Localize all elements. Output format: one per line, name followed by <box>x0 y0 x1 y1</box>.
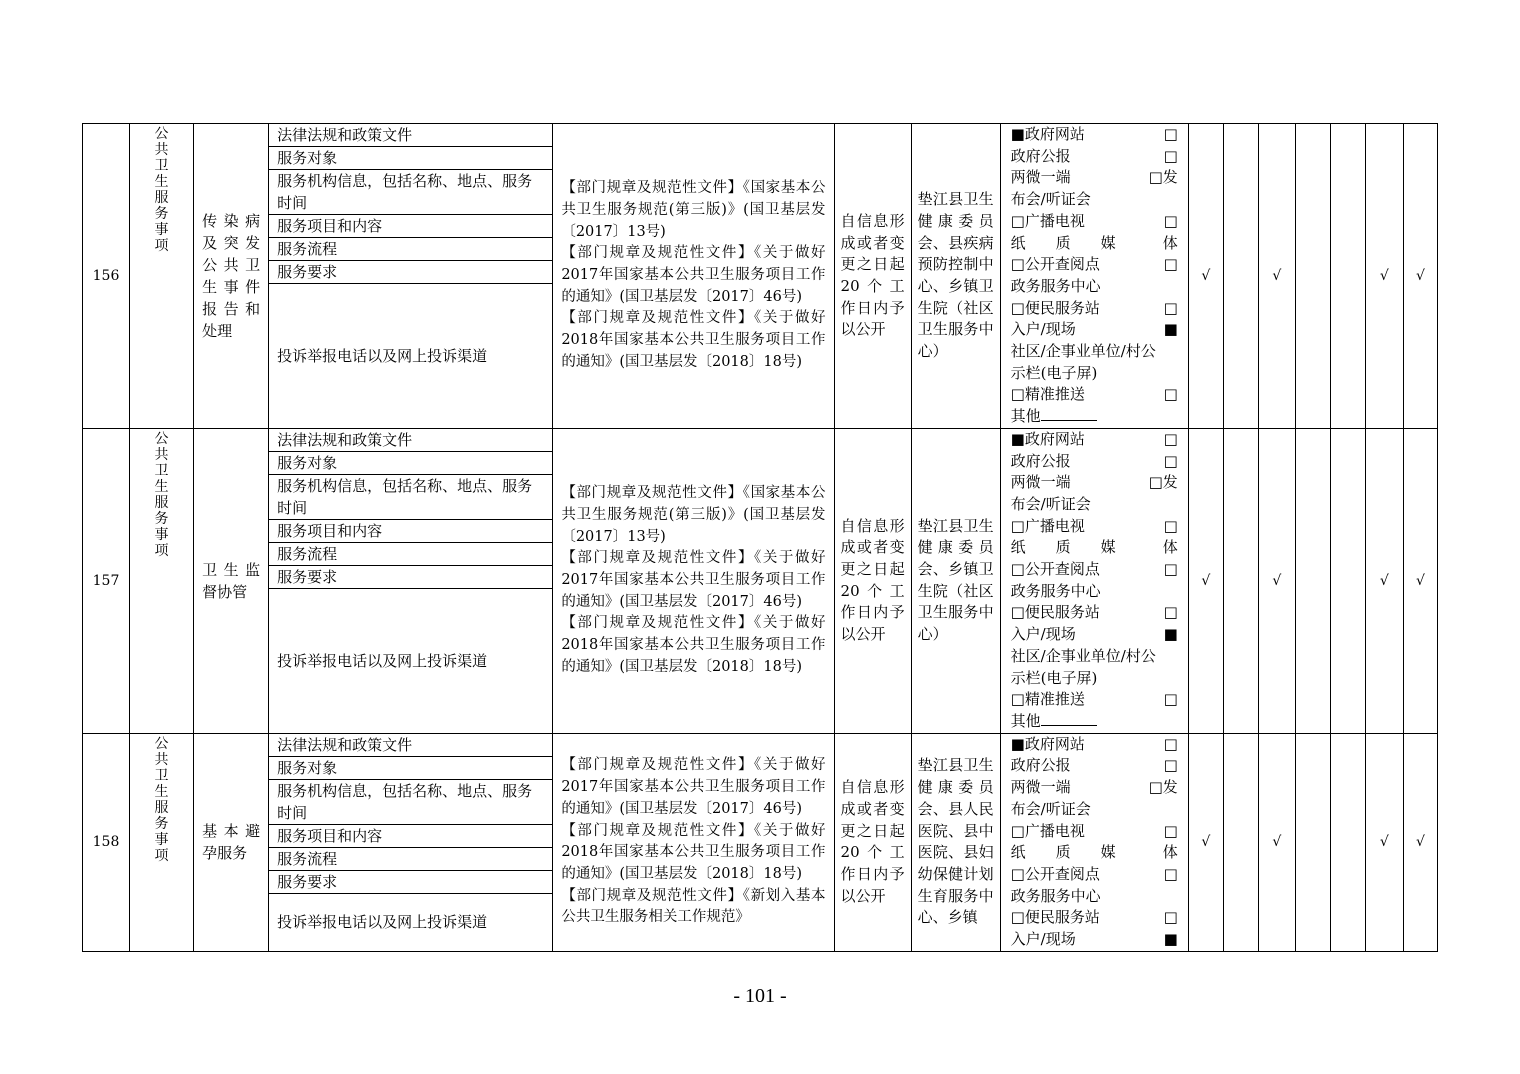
check-mark: √ <box>1258 124 1295 429</box>
content-item: 服务要求 <box>269 261 552 284</box>
content-row <box>269 215 552 238</box>
channel-line <box>1011 384 1178 406</box>
channel-line <box>1011 167 1178 189</box>
channel-line <box>1011 689 1178 711</box>
category-cell <box>130 124 194 429</box>
channel-line <box>1011 211 1178 233</box>
category-text: 公共卫生服务事项 <box>154 430 169 559</box>
time-limit: 自信息形成或者变更之日起20个工作日内予以公开 <box>834 733 911 951</box>
content-row <box>269 848 552 871</box>
channel-line <box>1011 124 1178 146</box>
channel-mark: □ <box>1163 908 1178 927</box>
content-item: 服务流程 <box>269 238 552 261</box>
channel-mark: □ <box>1163 756 1178 775</box>
channel-label: ■政府网站 <box>1010 429 1085 448</box>
content-row <box>269 825 552 848</box>
check-mark <box>1330 428 1365 733</box>
channel-line <box>1011 668 1178 690</box>
content-item: 服务对象 <box>269 757 552 780</box>
channel-label: □公开查阅点 <box>1010 864 1100 883</box>
other-blank <box>1041 711 1097 726</box>
channel-line <box>1011 429 1178 451</box>
channel-line <box>1011 864 1178 886</box>
channel-label: □广播电视 <box>1010 211 1085 230</box>
channel-label: 纸 质 媒 <box>1010 843 1116 862</box>
channel-line <box>1011 886 1178 908</box>
channel-line <box>1011 624 1178 646</box>
content-row <box>269 124 552 147</box>
content-item: 服务机构信息，包括名称、地点、服务时间 <box>269 780 552 825</box>
content-item: 服务机构信息，包括名称、地点、服务时间 <box>269 170 552 215</box>
channel-line <box>1011 755 1178 777</box>
content-row <box>269 429 552 452</box>
content-item: 服务机构信息，包括名称、地点、服务时间 <box>269 475 552 520</box>
content-cell <box>269 124 553 429</box>
content-item: 服务项目和内容 <box>269 215 552 238</box>
channel-label: 布会/听证会 <box>1010 190 1091 209</box>
content-item: 法律法规和政策文件 <box>269 124 552 147</box>
check-mark <box>1295 124 1330 429</box>
check-mark <box>1330 124 1365 429</box>
channel-line <box>1011 363 1178 385</box>
channel-mark: 体 <box>1162 233 1178 252</box>
channel-line <box>1011 907 1178 929</box>
content-item: 服务要求 <box>269 566 552 589</box>
channel-mark: □ <box>1163 298 1178 317</box>
basis-text: 【部门规章及规范性文件】《国家基本公共卫生服务规范(第三版)》(国卫基层发〔2017〕13号) 【部门规章及规范性文件】《关于做好2017年国家基本公共卫生服务项目工作的通知》(国卫基层发〔2017〕46号) 【部门规章及规范性文件】《关于做好2018年国家基本公共卫生服务项目工作的通知》(国卫基层发〔2018〕18号) <box>553 428 834 733</box>
content-row <box>269 520 552 543</box>
table-row <box>83 428 1438 733</box>
channel-line <box>1011 406 1178 428</box>
channel-line <box>1011 254 1178 276</box>
channel-mark: □ <box>1163 560 1178 579</box>
channel-line <box>1011 276 1178 298</box>
channel-mark: □ <box>1163 864 1178 883</box>
content-row <box>269 452 552 475</box>
channel-label: 布会/听证会 <box>1010 494 1091 513</box>
channel-line <box>1011 711 1178 733</box>
content-row <box>269 566 552 589</box>
channel-label: □广播电视 <box>1010 516 1085 535</box>
item-name: 传染病及突发公共卫生事件报告和处理 <box>194 124 269 429</box>
content-item: 服务流程 <box>269 848 552 871</box>
category-text: 公共卫生服务事项 <box>154 126 169 254</box>
item-name: 基本避孕服务 <box>194 733 269 951</box>
channel-label: 政府公报 <box>1010 756 1071 775</box>
content-item: 服务流程 <box>269 543 552 566</box>
content-row <box>269 475 552 520</box>
content-item: 投诉举报电话以及网上投诉渠道 <box>277 346 488 365</box>
channel-line <box>1011 472 1178 494</box>
basis-text: 【部门规章及规范性文件】《关于做好2017年国家基本公共卫生服务项目工作的通知》(国卫基层发〔2017〕46号) 【部门规章及规范性文件】《关于做好2018年国家基本公共卫生服务项目工作的通知》(国卫基层发〔2018〕18号) 【部门规章及规范性文件】《新划入基本公共卫生服务相关工作规范》 <box>553 733 834 951</box>
check-mark <box>1295 428 1330 733</box>
content-item: 法律法规和政策文件 <box>269 429 552 452</box>
channel-list <box>1000 733 1188 951</box>
channel-label: 政务服务中心 <box>1010 276 1101 295</box>
channel-label: 政务服务中心 <box>1010 886 1101 905</box>
channel-label: 纸 质 媒 <box>1010 538 1116 557</box>
channel-line <box>1011 146 1178 168</box>
content-cell <box>269 733 553 951</box>
channel-line <box>1011 559 1178 581</box>
content-row <box>269 894 552 951</box>
category-cell <box>130 733 194 951</box>
channel-line <box>1011 581 1178 603</box>
content-row <box>269 284 552 428</box>
channel-line <box>1011 494 1178 516</box>
channel-mark: □发 <box>1148 473 1178 492</box>
channel-label: 布会/听证会 <box>1010 799 1091 818</box>
channel-label: 纸 质 媒 <box>1010 233 1116 252</box>
channel-label: □便民服务站 <box>1010 908 1100 927</box>
channel-line <box>1011 516 1178 538</box>
content-list <box>269 429 552 732</box>
channel-mark: □ <box>1163 690 1178 709</box>
channel-list <box>1000 124 1188 429</box>
disclosure-subject: 垫江县卫生健康委员会、乡镇卫生院（社区卫生服务中心） <box>911 428 1000 733</box>
time-limit: 自信息形成或者变更之日起20个工作日内予以公开 <box>834 428 911 733</box>
content-cell <box>269 428 553 733</box>
channel-line <box>1011 821 1178 843</box>
check-mark: √ <box>1365 428 1403 733</box>
check-mark: √ <box>1258 428 1295 733</box>
channel-mark: □ <box>1163 821 1178 840</box>
content-item: 服务要求 <box>269 871 552 894</box>
channel-label: □精准推送 <box>1010 690 1085 709</box>
channel-line <box>1011 842 1178 864</box>
content-row <box>269 170 552 215</box>
channel-label: 两微一端 <box>1010 168 1071 187</box>
content-row <box>269 543 552 566</box>
content-item: 服务项目和内容 <box>269 825 552 848</box>
channel-label: 其他 <box>1010 711 1041 730</box>
time-limit: 自信息形成或者变更之日起20个工作日内予以公开 <box>834 124 911 429</box>
channel-line <box>1011 189 1178 211</box>
channel-label: □公开查阅点 <box>1010 255 1100 274</box>
channel-label: □广播电视 <box>1010 821 1085 840</box>
channel-label: 其他 <box>1010 407 1041 426</box>
content-item: 投诉举报电话以及网上投诉渠道 <box>277 651 488 670</box>
content-item: 法律法规和政策文件 <box>269 734 552 757</box>
check-mark <box>1223 124 1258 429</box>
channel-label: 两微一端 <box>1010 473 1071 492</box>
channel-line <box>1011 734 1178 756</box>
row-number: 158 <box>83 733 130 951</box>
channel-label: ■政府网站 <box>1010 734 1085 753</box>
channel-label: 社区/企事业单位/村公 <box>1010 646 1156 665</box>
check-mark: √ <box>1365 124 1403 429</box>
disclosure-table <box>82 123 1438 952</box>
category-text: 公共卫生服务事项 <box>154 735 169 864</box>
content-list <box>269 734 552 950</box>
channel-mark: ■ <box>1163 625 1178 644</box>
check-mark: √ <box>1258 733 1295 951</box>
channel-mark: □发 <box>1148 778 1178 797</box>
channel-label: 示栏(电子屏) <box>1010 668 1098 687</box>
item-name: 卫生监督协管 <box>194 428 269 733</box>
channel-line <box>1011 777 1178 799</box>
channel-mark: □ <box>1163 734 1178 753</box>
row-number: 156 <box>83 124 130 429</box>
check-mark: √ <box>1188 428 1223 733</box>
channel-mark: □ <box>1163 385 1178 404</box>
content-row <box>269 147 552 170</box>
disclosure-subject: 垫江县卫生健康委员会、县人民医院、县中医院、县妇幼保健计划生育服务中心、乡镇 <box>911 733 1000 951</box>
channel-label: □便民服务站 <box>1010 298 1100 317</box>
content-item: 服务项目和内容 <box>269 520 552 543</box>
channel-label: 入户/现场 <box>1010 930 1076 949</box>
channel-label: □公开查阅点 <box>1010 560 1100 579</box>
content-item: 投诉举报电话以及网上投诉渠道 <box>277 913 488 932</box>
channel-line <box>1011 319 1178 341</box>
channel-line <box>1011 298 1178 320</box>
check-mark <box>1330 733 1365 951</box>
channel-label: □精准推送 <box>1010 385 1085 404</box>
table-row <box>83 733 1438 951</box>
disclosure-subject: 垫江县卫生健康委员会、县疾病预防控制中心、乡镇卫生院（社区卫生服务中心） <box>911 124 1000 429</box>
check-mark: √ <box>1403 733 1437 951</box>
channel-label: 政府公报 <box>1010 451 1071 470</box>
channel-line <box>1011 451 1178 473</box>
check-mark: √ <box>1188 124 1223 429</box>
row-number: 157 <box>83 428 130 733</box>
content-row <box>269 238 552 261</box>
check-mark: √ <box>1365 733 1403 951</box>
channel-label: 示栏(电子屏) <box>1010 363 1098 382</box>
content-row <box>269 734 552 757</box>
channel-mark: ■ <box>1163 930 1178 949</box>
category-cell <box>130 428 194 733</box>
channel-line <box>1011 799 1178 821</box>
channel-line <box>1011 602 1178 624</box>
channel-line <box>1011 233 1178 255</box>
page-number: - 101 - <box>733 985 787 1007</box>
channel-mark: ■ <box>1163 320 1178 339</box>
content-item: 服务对象 <box>269 147 552 170</box>
check-mark <box>1223 733 1258 951</box>
check-mark: √ <box>1188 733 1223 951</box>
channel-line <box>1011 929 1178 951</box>
content-row <box>269 261 552 284</box>
channel-label: 两微一端 <box>1010 778 1071 797</box>
channel-mark: □ <box>1163 516 1178 535</box>
content-item: 服务对象 <box>269 452 552 475</box>
channel-label: □便民服务站 <box>1010 603 1100 622</box>
content-row <box>269 871 552 894</box>
check-mark <box>1223 428 1258 733</box>
channel-mark: □ <box>1163 211 1178 230</box>
basis-text: 【部门规章及规范性文件】《国家基本公共卫生服务规范(第三版)》(国卫基层发〔2017〕13号) 【部门规章及规范性文件】《关于做好2017年国家基本公共卫生服务项目工作的通知》(国卫基层发〔2017〕46号) 【部门规章及规范性文件】《关于做好2018年国家基本公共卫生服务项目工作的通知》(国卫基层发〔2018〕18号) <box>553 124 834 429</box>
channel-mark: □ <box>1163 429 1178 448</box>
channel-label: 社区/企事业单位/村公 <box>1010 342 1156 361</box>
channel-label: 政府公报 <box>1010 146 1071 165</box>
channel-line <box>1011 537 1178 559</box>
channel-mark: □ <box>1163 603 1178 622</box>
channel-line <box>1011 646 1178 668</box>
channel-label: 入户/现场 <box>1010 320 1076 339</box>
channel-mark: □ <box>1163 451 1178 470</box>
channel-mark: □ <box>1163 125 1178 143</box>
content-list <box>269 124 552 427</box>
table-row <box>83 124 1438 429</box>
channel-mark: 体 <box>1162 843 1178 862</box>
channel-mark: □发 <box>1148 168 1178 187</box>
channel-line <box>1011 341 1178 363</box>
channel-label: 入户/现场 <box>1010 625 1076 644</box>
channel-label: ■政府网站 <box>1010 125 1085 143</box>
content-row <box>269 757 552 780</box>
channel-label: 政务服务中心 <box>1010 581 1101 600</box>
other-blank <box>1041 406 1097 421</box>
channel-mark: □ <box>1163 146 1178 165</box>
channel-mark: □ <box>1163 255 1178 274</box>
content-row <box>269 589 552 733</box>
channel-mark: 体 <box>1162 538 1178 557</box>
check-mark <box>1295 733 1330 951</box>
channel-list <box>1000 428 1188 733</box>
check-mark: √ <box>1403 428 1437 733</box>
check-mark: √ <box>1403 124 1437 429</box>
content-row <box>269 780 552 825</box>
